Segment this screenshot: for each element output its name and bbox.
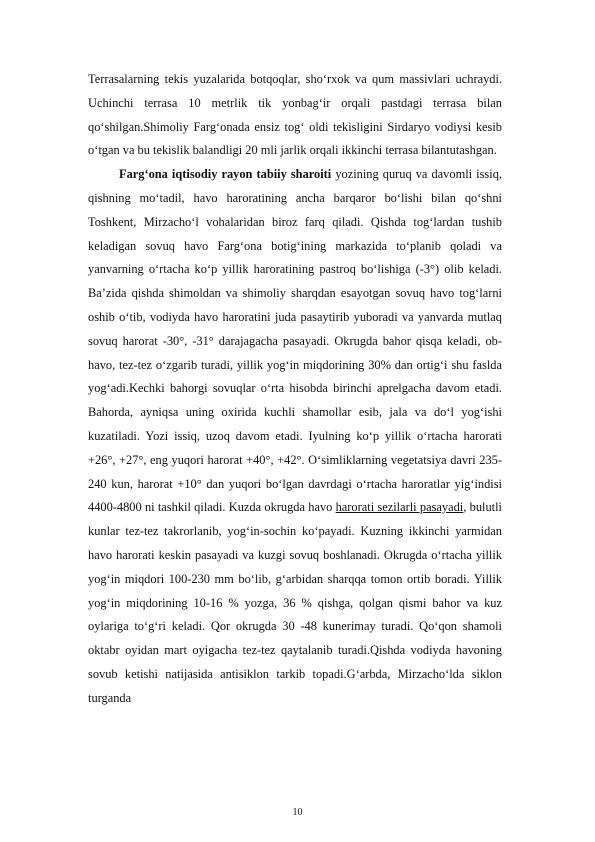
paragraph-text-continued: , bulutli kunlar tez-tez takrorlanib, yog‘in-sochin ko‘payadi. Kuzning ikkinchi yarmidan havo harorati keskin pasayadi va kuzgi sovuq boshlanadi. Okrugda o‘rtacha yillik yog‘in miqdori 100-230 mm bo‘lib, g‘arbidan sharqqa tomon ortib boradi. Yillik yog‘in miqdorining 10-16 % yozga, 36 % qishga, qolgan qismi bahor va kuz oylariga to‘g‘ri keladi. Qor okrugda 30 -48 kunerimay turadi. Qo‘qon shamoli oktabr oyidan mart oyigacha tez-tez qaytalanib turadi.Qishda vodiyda havoning sovub ketishi natijasida antisiklon tarkib topadi.G‘arbda, Mirzacho‘lda siklon turganda: [88, 500, 502, 705]
paragraph-climate: [88, 163, 502, 710]
section-heading: Farg‘ona iqtisodiy rayon tabiiy sharoiti: [119, 167, 332, 182]
page-number: 10: [292, 807, 303, 818]
paragraph-terraces: Terrasalarning tekis yuzalarida botqoqlar, sho‘rxok va qum massivlari uchraydi. Uchinchi terrasa 10 metrlik tik yonbag‘ir orqali pastdagi terrasa bilan qo‘shilgan.Shimoliy Farg‘onada ensiz tog‘ oldi tekisligini Sirdaryo vodiysi kesib o‘tgan va bu tekislik balandligi 20 mli jarlik orqali ikkinchi terrasa bilantutashgan.: [88, 72, 502, 158]
document-page: [88, 68, 502, 711]
paragraph-text: yozining quruq va davomli issiq, qishning mo‘tadil, havo haroratining ancha barqaror bo‘lishi bilan qo‘shni Toshkent, Mirzacho‘l vohalaridan biroz farq qiladi. Qishda tog‘lardan tushib keladigan sovuq havo Farg‘ona botig‘ining markazida to‘planib qoladi va yanvarning o‘rtacha ko‘p yillik haroratining pastroq bo‘lishiga (-3°) olib keladi. Ba’zida qishda shimoldan va shimoliy sharqdan esayotgan sovuq havo tog‘larni oshib o‘tib, vodiyda havo haroratini juda pasaytirib yuboradi va yanvarda mutlaq sovuq harorat -30°, -31° darajagacha pasayadi. Okrugda bahor qisqa keladi, ob-havo, tez-tez o‘zgarib turadi, yillik yog‘in miqdorining 30% dan ortig‘i shu faslda yog‘adi.Kechki bahorgi sovuqlar o‘rta hisobda birinchi aprelgacha davom etadi. Bahorda, ayniqsa uning oxirida kuchli shamollar esib, jala va do‘l yog‘ishi kuzatiladi. Yozi issiq, uzoq davom etadi. Iyulning ko‘p yillik o‘rtacha harorati +26°, +27°, eng yuqori harorat +40°, +42°. O‘simliklarning vegetatsiya davri 235-240 kun, harorat +10° dan yuqori bo‘lgan davrdagi o‘rtacha haroratlar yig‘indisi 4400-4800 ni tashkil qiladi. Kuzda okrugda havo: [88, 167, 502, 515]
underlined-phrase: harorati sezilarli pasayadi: [335, 500, 464, 515]
